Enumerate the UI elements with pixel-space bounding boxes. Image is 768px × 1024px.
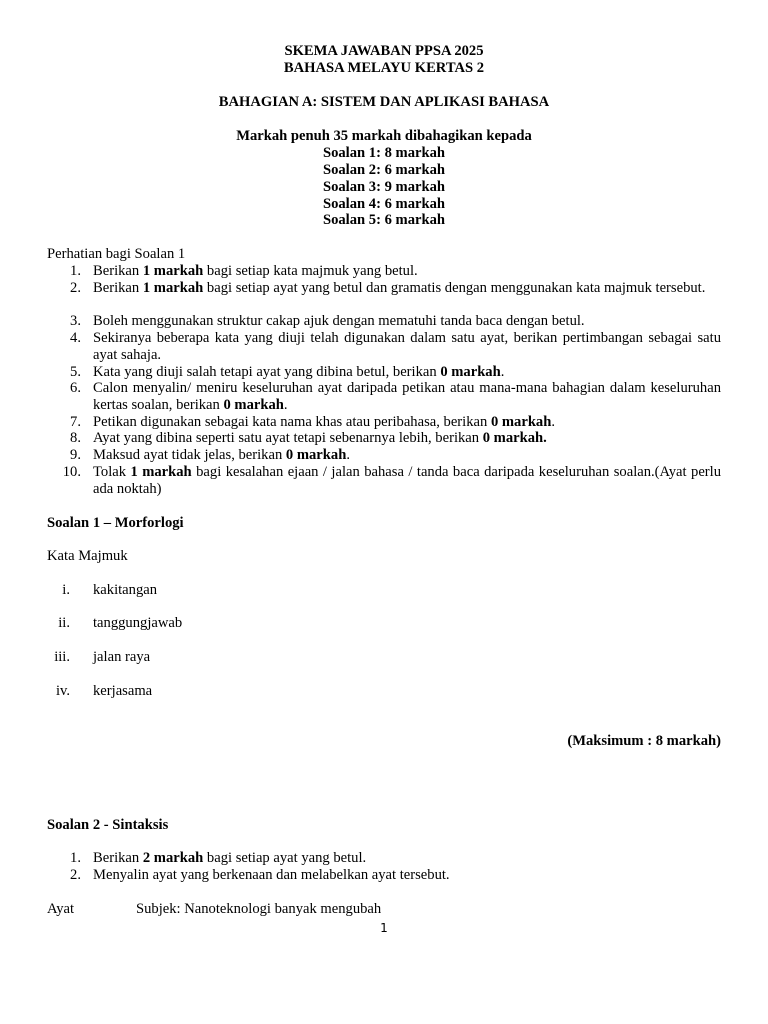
list-item-number: 6.	[70, 380, 81, 396]
marks-line: Soalan 2: 6 markah	[322, 162, 446, 178]
list-item-bold-marks: 1 markah	[142, 280, 204, 296]
list-item-number: 2.	[70, 280, 81, 296]
list-item	[93, 867, 721, 884]
list-item-text: .	[551, 414, 555, 430]
answer-number: i.	[62, 582, 70, 598]
section-heading: BAHAGIAN A: SISTEM DAN APLIKASI BAHASA	[218, 94, 550, 110]
answer-number: ii.	[58, 615, 70, 631]
marks-line: Soalan 5: 6 markah	[322, 212, 446, 228]
list-item-number: 10.	[62, 464, 81, 480]
list-item-number: 9.	[70, 447, 81, 463]
list-item-number: 3.	[70, 313, 81, 329]
list-item-text: Maksud ayat tidak jelas, berikan	[93, 447, 286, 463]
list-item-text: Sekiranya beberapa kata yang diuji telah digunakan dalam satu ayat, berikan pertimbangan sebagai satu ayat sahaja.	[93, 330, 721, 363]
marks-line: Soalan 3: 9 markah	[322, 179, 446, 195]
list-item-text: Calon menyalin/ meniru keseluruhan ayat daripada petikan atau mana-mana bahagian dalam keseluruhan kertas soalan, berikan	[93, 380, 721, 413]
list-item	[93, 447, 721, 464]
list-item-number: 2.	[70, 867, 81, 883]
list-item-text: bagi setiap ayat yang betul dan gramatis dengan menggunakan kata majmuk tersebut.	[203, 280, 706, 296]
list-item-bold-marks: 2 markah	[142, 850, 204, 866]
doc-title: SKEMA JAWABAN PPSA 2025	[284, 43, 484, 59]
list-item-text: Tolak	[93, 464, 131, 480]
list-item-text: Berikan	[93, 280, 143, 296]
list-item-text: Boleh menggunakan struktur cakap ajuk dengan mematuhi tanda baca dengan betul.	[93, 313, 585, 329]
list-item-number: 8.	[70, 430, 81, 446]
answer-text: kerjasama	[93, 683, 153, 699]
list-item	[93, 850, 721, 867]
answer-text: kakitangan	[93, 582, 158, 598]
marks-intro: Markah penuh 35 markah dibahagikan kepada	[236, 128, 532, 144]
list-item	[93, 330, 721, 364]
list-item-text: .	[283, 396, 288, 413]
list-item-number: 1.	[70, 850, 81, 866]
list-item	[93, 414, 721, 431]
doc-subtitle: BAHASA MELAYU KERTAS 2	[283, 60, 485, 76]
answer-text: tanggungjawab	[93, 615, 183, 631]
list-item-number: 1.	[70, 263, 81, 279]
list-item-number: 4.	[70, 330, 81, 346]
soalan2-title: Soalan 2 - Sintaksis	[47, 817, 169, 833]
list-item	[93, 280, 721, 297]
answer-number: iv.	[55, 683, 70, 699]
list-item	[93, 364, 721, 381]
page-number: 1	[380, 921, 388, 935]
list-item-text: Kata yang diuji salah tetapi ayat yang dibina betul, berikan	[93, 364, 441, 380]
list-item-text: .	[346, 447, 350, 463]
list-item	[93, 464, 721, 498]
list-item-bold-marks: 1 markah	[142, 263, 204, 279]
answer-number: iii.	[54, 649, 70, 665]
list-item-bold-marks: 0 markah	[490, 414, 552, 430]
soalan1-max-marks: (Maksimum : 8 markah)	[567, 733, 721, 749]
list-item-text: .	[500, 364, 505, 380]
list-item-bold-marks: 0 markah	[223, 396, 284, 413]
list-item	[93, 380, 721, 414]
list-item-text: Ayat yang dibina seperti satu ayat tetapi sebenarnya lebih, berikan	[93, 430, 483, 446]
list-item-text: bagi setiap kata majmuk yang betul.	[203, 263, 418, 279]
soalan1-subtitle: Kata Majmuk	[47, 548, 128, 564]
list-item	[93, 313, 721, 330]
list-item-text: bagi setiap ayat yang betul.	[203, 850, 367, 866]
notes-title: Perhatian bagi Soalan 1	[47, 246, 186, 262]
list-item-bold-marks: 0 markah	[285, 447, 347, 463]
list-item	[93, 263, 721, 280]
marks-line: Soalan 1: 8 markah	[322, 145, 446, 161]
list-item-text: Menyalin ayat yang berkenaan dan melabelkan ayat tersebut.	[93, 867, 450, 883]
ayat-text: Subjek: Nanoteknologi banyak mengubah	[136, 901, 382, 917]
list-item	[93, 430, 721, 447]
list-item-bold-marks: 0 markah	[440, 364, 501, 380]
list-item-bold-marks: 0 markah.	[482, 430, 547, 446]
marks-line: Soalan 4: 6 markah	[322, 196, 446, 212]
list-item-number: 5.	[70, 364, 81, 380]
list-item-text: Petikan digunakan sebagai kata nama khas atau peribahasa, berikan	[93, 414, 491, 430]
list-item-text: Berikan	[93, 263, 143, 279]
soalan1-title: Soalan 1 – Morforlogi	[47, 515, 184, 531]
answer-text: jalan raya	[93, 649, 151, 665]
list-item-number: 7.	[70, 414, 81, 430]
list-item-bold-marks: 1 markah	[130, 464, 192, 480]
list-item-text: bagi kesalahan ejaan / jalan bahasa / tanda baca daripada keseluruhan soalan.(Ayat perlu ada noktah)	[93, 464, 722, 497]
ayat-label: Ayat	[47, 901, 75, 917]
list-item-text: Berikan	[93, 850, 143, 866]
